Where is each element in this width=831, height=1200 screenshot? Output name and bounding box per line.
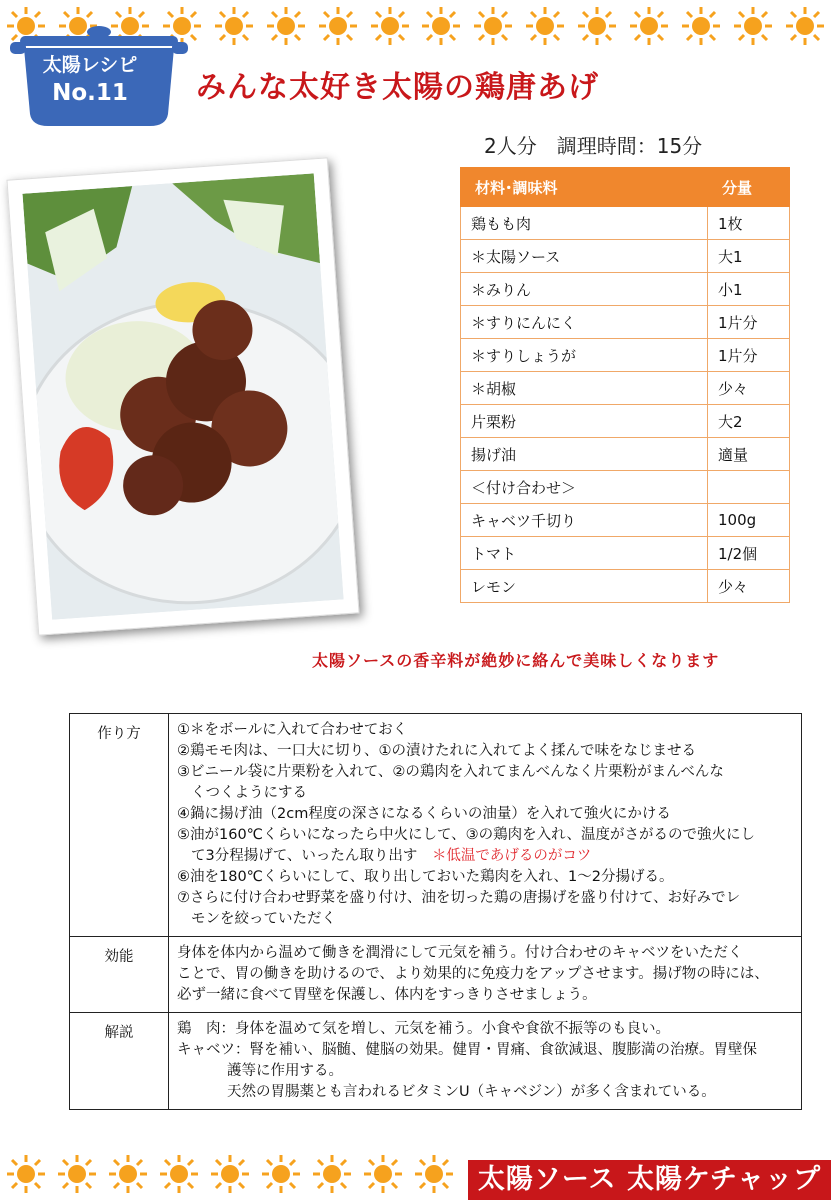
sun-icon — [421, 6, 461, 46]
sun-icon — [733, 6, 773, 46]
ingredient-name: ＊みりん — [461, 273, 708, 306]
ingredient-name: 揚げ油 — [461, 438, 708, 471]
col-header-ingredient: 材料･調味料 — [461, 168, 708, 207]
ingredient-amount: 1/2個 — [708, 537, 790, 570]
sun-icon — [159, 1154, 199, 1194]
effect-body — [169, 937, 802, 1013]
sun-icon — [108, 1154, 148, 1194]
ingredient-name: トマト — [461, 537, 708, 570]
method-step: ⑦さらに付け合わせ野菜を盛り付け、油を切った鶏の唐揚げを盛り付けて、お好みでレ — [177, 890, 741, 906]
ingredient-amount: 少々 — [708, 570, 790, 603]
ingredient-name: レモン — [461, 570, 708, 603]
ingredient-amount: 1枚 — [708, 207, 790, 240]
ingredient-name: ＊すりにんにく — [461, 306, 708, 339]
tagline: 太陽ソースの香辛料が絶妙に絡んで美味しくなります — [312, 651, 720, 670]
photo-frame — [6, 157, 359, 635]
badge-label: 太陽レシピ — [42, 54, 138, 76]
karaage-photo — [22, 173, 343, 619]
page-title: みんな太好き太陽の鶏唐あげ — [196, 70, 599, 105]
sun-icon — [214, 6, 254, 46]
effect-text: 必ず一緒に食べて胃壁を保護し、体内をすっきりさせましょう。 — [177, 987, 597, 1003]
ingredient-amount: 1片分 — [708, 306, 790, 339]
method-step: ④鍋に揚げ油（2cm程度の深さになるくらいの油量）を入れて強火にかける — [177, 806, 671, 822]
table-row — [461, 405, 790, 438]
method-step: くつくようにする — [191, 785, 307, 801]
effect-row — [70, 937, 802, 1013]
sun-icon — [525, 6, 565, 46]
sun-icon — [363, 1154, 403, 1194]
footer-brand: 太陽ソース 太陽ケチャップ — [468, 1160, 831, 1200]
sun-icon — [629, 6, 669, 46]
ingredient-amount: 大1 — [708, 240, 790, 273]
ingredient-name: 片栗粉 — [461, 405, 708, 438]
ingredient-amount — [708, 471, 790, 504]
method-step: ①＊をボールに入れて合わせておく — [177, 722, 408, 738]
table-row — [461, 273, 790, 306]
sun-icon — [6, 1154, 46, 1194]
recipe-details-table — [69, 713, 802, 1110]
effect-text: 身体を体内から温めて働きを潤滑にして元気を補う。付け合わせのキャベツをいただく — [177, 945, 743, 961]
method-step: ③ビニール袋に片栗粉を入れて、②の鶏肉を入れてまんべんなく片栗粉がまんべんな — [177, 764, 724, 780]
table-row — [461, 438, 790, 471]
method-step: ②鶏モモ肉は、一口大に切り、①の漬けたれに入れてよく揉んで味をなじませる — [177, 743, 696, 759]
badge-number: No.11 — [52, 80, 128, 106]
method-row — [70, 714, 802, 937]
karaage-illustration — [22, 173, 343, 619]
table-row — [461, 372, 790, 405]
ingredient-amount: 1片分 — [708, 339, 790, 372]
table-row — [461, 339, 790, 372]
ingredient-amount: 大2 — [708, 405, 790, 438]
ingredient-table — [460, 167, 790, 603]
ingredient-amount: 少々 — [708, 372, 790, 405]
col-header-amount: 分量 — [708, 168, 790, 207]
ingredient-amount: 小1 — [708, 273, 790, 306]
sun-icon — [210, 1154, 250, 1194]
sun-icon — [785, 6, 825, 46]
sun-icon — [57, 1154, 97, 1194]
notes-body — [169, 1013, 802, 1110]
method-step: ⑥油を180℃くらいにして、取り出しておいた鶏肉を入れ、1～2分揚げる。 — [177, 869, 674, 885]
ingredient-name: ＊太陽ソース — [461, 240, 708, 273]
method-step-text: て3分程揚げて、いったん取り出す — [191, 848, 418, 864]
table-row — [461, 537, 790, 570]
sun-icon — [261, 1154, 301, 1194]
ingredient-amount: 100g — [708, 504, 790, 537]
table-header — [461, 168, 790, 207]
ingredient-name: 鶏もも肉 — [461, 207, 708, 240]
ingredient-name: ＊すりしょうが — [461, 339, 708, 372]
sun-icon — [681, 6, 721, 46]
method-step: ⑤油が160℃くらいになったら中火にして、③の鶏肉を入れ、温度がさがるので強火にし — [177, 827, 756, 843]
table-row — [461, 306, 790, 339]
servings-time: 2人分 調理時間：15分 — [484, 134, 703, 158]
method-step: モンを絞っていただく — [191, 911, 336, 927]
sun-icon — [577, 6, 617, 46]
table-row — [461, 240, 790, 273]
table-row — [461, 504, 790, 537]
sun-icon — [266, 6, 306, 46]
method-tip: ＊低温であげるのがコツ — [431, 848, 592, 864]
sun-icon — [473, 6, 513, 46]
notes-row — [70, 1013, 802, 1110]
notes-label: 解説 — [70, 1013, 169, 1110]
ingredient-amount: 適量 — [708, 438, 790, 471]
sun-border-bottom — [0, 1148, 460, 1200]
notes-text: 鶏 肉：身体を温めて気を増し、元気を補う。小食や食欲不振等のも良い。 — [177, 1021, 670, 1037]
notes-text: 護等に作用する。 — [227, 1063, 343, 1079]
table-row — [461, 207, 790, 240]
effect-text: ことで、胃の働きを助けるので、より効果的に免疫力をアップさせます。揚げ物の時には、 — [177, 966, 769, 982]
ingredient-name: キャベツ千切り — [461, 504, 708, 537]
table-row — [461, 570, 790, 603]
table-row — [461, 471, 790, 504]
sun-icon — [414, 1154, 454, 1194]
sun-icon — [318, 6, 358, 46]
sun-icon — [312, 1154, 352, 1194]
ingredient-name: ＊胡椒 — [461, 372, 708, 405]
method-body — [169, 714, 802, 937]
notes-text: キャベツ：腎を補い、脳髄、健脳の効果。健胃・胃痛、食欲減退、腹膨満の治療。胃壁保 — [177, 1042, 757, 1058]
method-step — [177, 846, 791, 867]
notes-text: 天然の胃腸薬とも言われるビタミンU（キャベジン）が多く含まれている。 — [227, 1084, 716, 1100]
method-label: 作り方 — [70, 714, 169, 937]
sun-icon — [370, 6, 410, 46]
ingredient-name: ＜付け合わせ＞ — [461, 471, 708, 504]
effect-label: 効能 — [70, 937, 169, 1013]
